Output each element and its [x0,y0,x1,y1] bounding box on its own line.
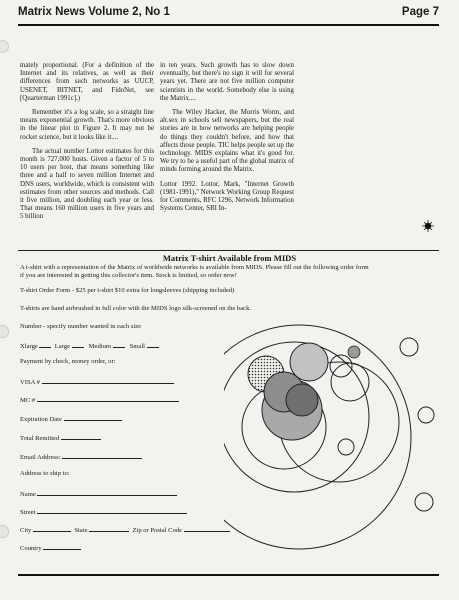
right-paragraph: The Wiley Hacker, the Morris Worm, and alt.sex in schools sell newspapers, but the real stories are in how networks are helping people do things they couldn't before, and how that affects those people. TIC helps people set up the technology. MIDS explains what it's good for. We try to be a useful part of the global matrix of minds forming around the Matrix. [160,109,294,174]
network-node [348,346,360,358]
street-field[interactable] [37,507,187,514]
size-xlarge-field[interactable] [39,341,51,348]
email-field[interactable] [62,452,142,459]
visa-field[interactable] [42,377,174,384]
total-field[interactable] [61,433,101,440]
page-ornament [422,220,434,232]
binder-hole [0,525,9,538]
country-label: Country [20,545,42,552]
network-bubble [418,407,434,423]
size-xlarge-label: Xlarge [20,343,38,350]
network-bubble [331,363,369,401]
expiration-field[interactable] [64,414,122,421]
visa-row [20,377,174,387]
email-row [20,452,142,462]
size-instructions: Number - specify number wanted in each size [20,323,142,330]
right-paragraph: in ten years. Such growth has to slow down eventually, but there's no sign it will for several years yet. There are not five million computer scientists in the world. Somebody else is using the Matrix.... [160,62,294,102]
network-bubble [415,493,433,511]
left-paragraph: The actual number Lottor estimates for this month is 727,000 hosts. Given a factor of 5 to 10 users per host, that means something like three and a half to seven million Internet and DNS users, worldwide, which is consistent with estimates from other sources and methods. Call it five million, and doubling each year or less. That means 160 million users in five years and 5 billion [20,147,154,221]
mc-row [20,395,179,405]
address-label: Address to ship to: [20,470,70,477]
size-large-label: Large [54,343,71,350]
page-header [18,6,439,22]
network-bubble [400,338,418,356]
right-column [160,62,294,219]
size-small-field[interactable] [147,341,159,348]
street-label: Street [20,509,36,516]
name-field[interactable] [37,489,177,496]
expiration-row [20,414,122,424]
city-field[interactable] [33,525,71,532]
binder-hole [0,325,9,338]
page-number: Page 7 [401,6,439,18]
country-field[interactable] [43,543,81,550]
name-row [20,489,177,499]
name-label: Name [20,491,36,498]
zip-label: Zip or Postal Code [132,527,183,534]
left-paragraph: Remember it's a log scale, so a straight line means exponential growth. That's more obvious in the linear plot in Figure 2. It may not be rocket science, but it looks like it.... [20,109,154,141]
network-bubble-dark [286,384,318,416]
size-large-field[interactable] [72,341,84,348]
left-column [20,62,154,228]
email-label: Email Address: [20,454,61,461]
city-row [20,525,230,535]
city-label: City [20,527,32,534]
order-intro-1: A t-shirt with a representation of the Matrix of worldwide networks is available from MIDS. Please fill out the following order form [20,264,369,271]
order-intro-2: if you are interested in getting this collector's item. Stock is limited, so order now! [20,272,237,279]
order-title: Matrix T-shirt Available from MIDS [162,253,297,263]
network-bubble [290,343,328,381]
newsletter-title: Matrix News Volume 2, No 1 [18,6,170,18]
reference-paragraph: Lottor 1992. Lottor, Mark, "Internet Growth (1981-1991)," Network Working Group Request for Comments, RFC 1296, Network Information Systems Center, SRI In- [160,180,294,213]
network-bubble [338,439,354,455]
header-rule [18,24,439,26]
size-row [20,341,159,351]
total-row [20,433,101,443]
order-form-title: T-shirt Order Form - $25 per t-shirt $10 extra for longsleeves (shipping included) [20,287,235,294]
state-label: State [74,527,88,534]
binder-hole [0,40,9,53]
size-medium-label: Medium [88,343,112,350]
footer-rule [18,574,439,576]
mc-label: MC # [20,397,36,404]
section-rule [18,250,439,251]
visa-label: VISA # [20,379,40,386]
total-label: Total Remitted [20,435,60,442]
country-row [20,543,81,553]
left-paragraph: mately proportional. (For a definition of the Internet and its relatives, as well as their differences from such networks as UUCP, USENET, BITNET, and FidoNet, see [Quarterman 1991c].) [20,62,154,102]
size-small-label: Small [129,343,146,350]
expiration-label: Expiration Date [20,416,62,423]
street-row [20,507,187,517]
airbrush-note: T-shirts are hand airbrushed in full color with the MIDS logo silk-screened on the back. [20,305,252,312]
mc-field[interactable] [37,395,179,402]
payment-label: Payment by check, money order, or: [20,358,116,365]
matrix-network-logo [224,322,452,572]
zip-field[interactable] [184,525,230,532]
size-medium-field[interactable] [113,341,125,348]
state-field[interactable] [89,525,129,532]
